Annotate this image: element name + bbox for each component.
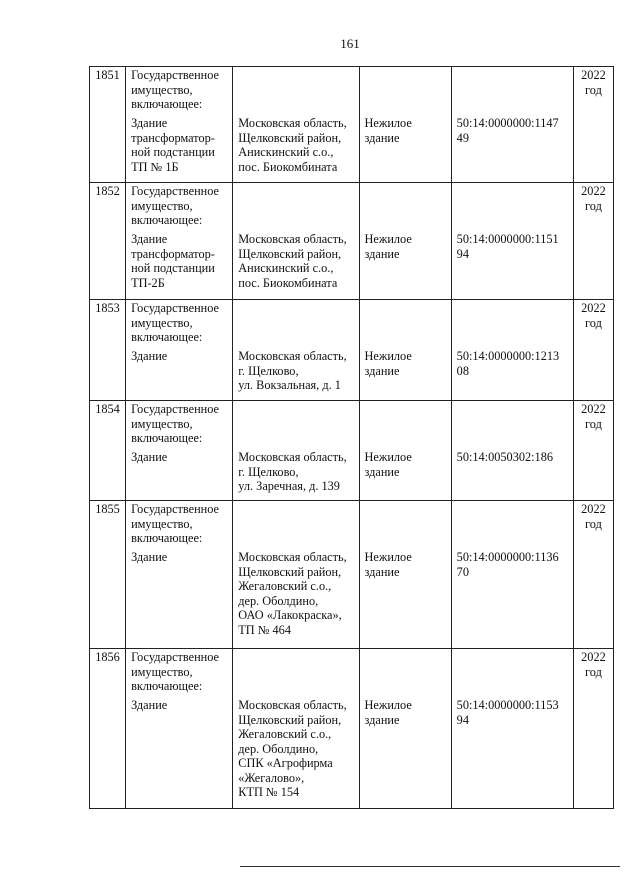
object-name xyxy=(131,550,228,565)
address-line: Щелковский район, xyxy=(238,246,342,261)
type-line: здание xyxy=(364,712,400,727)
group-heading-line: включающее: xyxy=(131,97,203,111)
object-name xyxy=(131,349,228,364)
object-name-line: Здание xyxy=(131,450,168,464)
group-heading-line: Государственное xyxy=(131,301,220,315)
property-table xyxy=(89,66,614,809)
group-heading xyxy=(131,402,228,450)
object-name-line: Здание xyxy=(131,698,168,712)
cadastral-line: 50:14:0000000:1147 xyxy=(456,116,559,130)
bottom-rule xyxy=(240,866,620,867)
address-line: Жегаловский с.о., xyxy=(238,579,332,593)
group-heading-line: имущество, xyxy=(131,82,193,97)
object-name-cell xyxy=(126,183,233,300)
type-line: здание xyxy=(364,363,400,378)
year-cell xyxy=(573,183,613,300)
cadastral-number-cell xyxy=(451,501,573,649)
address-line: Щелковский район, xyxy=(238,712,342,727)
object-name-line: ной подстанции xyxy=(131,145,215,159)
object-name-line: трансформатор- xyxy=(131,130,215,145)
address-line: Московская область, xyxy=(238,698,347,712)
object-name-line: ТП-2Б xyxy=(131,275,165,290)
year-line: год xyxy=(585,82,602,97)
object-name-line: Здание xyxy=(131,550,168,564)
cadastral-line: 50:14:0000000:1151 xyxy=(456,232,559,246)
year-line: 2022 xyxy=(581,650,606,664)
object-name-cell xyxy=(126,401,233,501)
cadastral-line: 50:14:0000000:1213 xyxy=(456,349,560,363)
cadastral-line: 50:14:0000000:1153 xyxy=(456,698,559,712)
group-heading xyxy=(131,184,228,232)
cadastral-line: 94 xyxy=(456,246,469,261)
purpose-cell xyxy=(359,649,451,809)
cadastral-line: 94 xyxy=(456,712,469,727)
row-number: 1856 xyxy=(90,649,126,809)
type-line: Нежилое xyxy=(364,232,412,246)
group-heading-line: включающее: xyxy=(131,531,203,545)
year-cell xyxy=(573,401,613,501)
row-number: 1855 xyxy=(90,501,126,649)
type-line: здание xyxy=(364,130,400,145)
group-heading-line: имущество, xyxy=(131,664,193,679)
object-name-line: ТП № 1Б xyxy=(131,159,179,174)
purpose-cell xyxy=(359,401,451,501)
group-heading xyxy=(131,650,228,698)
group-heading-line: имущество, xyxy=(131,516,193,531)
address-line: пос. Биокомбината xyxy=(238,159,338,174)
address-cell xyxy=(233,401,359,501)
year-line: 2022 xyxy=(581,402,606,416)
year-line: 2022 xyxy=(581,502,606,516)
cadastral-number-cell xyxy=(451,401,573,501)
group-heading-line: Государственное xyxy=(131,184,220,198)
cadastral-line: 08 xyxy=(456,363,469,378)
row-number: 1853 xyxy=(90,300,126,401)
table-row xyxy=(90,300,614,401)
object-name xyxy=(131,232,228,290)
group-heading xyxy=(131,502,228,550)
address-line: г. Щелково, xyxy=(238,464,299,479)
address-line: Щелковский район, xyxy=(238,564,342,579)
type-line: здание xyxy=(364,564,400,579)
type-line: Нежилое xyxy=(364,349,412,363)
year-cell xyxy=(573,501,613,649)
cadastral-line: 49 xyxy=(456,130,469,145)
table-row xyxy=(90,67,614,183)
page-number: 161 xyxy=(340,36,360,51)
address-cell xyxy=(233,183,359,300)
year-line: 2022 xyxy=(581,68,606,82)
row-number: 1851 xyxy=(90,67,126,183)
cadastral-line: 70 xyxy=(456,564,469,579)
address-line: Московская область, xyxy=(238,349,347,363)
cadastral-line: 50:14:0000000:1136 xyxy=(456,550,559,564)
year-line: 2022 xyxy=(581,184,606,198)
address-line: Анискинский с.о., xyxy=(238,261,334,275)
address-line: г. Щелково, xyxy=(238,363,299,378)
purpose-cell xyxy=(359,501,451,649)
year-line: год xyxy=(585,315,602,330)
cadastral-number-cell xyxy=(451,67,573,183)
purpose-cell xyxy=(359,67,451,183)
address-line: СПК «Агрофирма xyxy=(238,756,333,770)
address-cell xyxy=(233,67,359,183)
address-line: КТП № 154 xyxy=(238,785,300,799)
address-line: Московская область, xyxy=(238,550,347,564)
cadastral-line: 50:14:0050302:186 xyxy=(456,450,553,464)
year-line: год xyxy=(585,198,602,213)
year-cell xyxy=(573,67,613,183)
address-line: «Жегалово», xyxy=(238,770,305,785)
object-name-line: Здание xyxy=(131,232,168,246)
type-line: Нежилое xyxy=(364,550,412,564)
address-cell xyxy=(233,501,359,649)
object-name xyxy=(131,450,228,465)
year-cell xyxy=(573,649,613,809)
type-line: Нежилое xyxy=(364,698,412,712)
table-row xyxy=(90,649,614,809)
year-cell xyxy=(573,300,613,401)
address-line: Жегаловский с.о., xyxy=(238,727,332,741)
object-name-cell xyxy=(126,501,233,649)
table-row xyxy=(90,401,614,501)
address-line: ул. Заречная, д. 139 xyxy=(238,479,340,493)
address-cell xyxy=(233,649,359,809)
object-name-line: трансформатор- xyxy=(131,246,215,261)
address-line: Анискинский с.о., xyxy=(238,145,334,159)
address-line: дер. Оболдино, xyxy=(238,741,319,756)
group-heading-line: имущество, xyxy=(131,315,193,330)
type-line: здание xyxy=(364,464,400,479)
object-name-line: ной подстанции xyxy=(131,261,215,275)
year-line: год xyxy=(585,516,602,531)
address-line: пос. Биокомбината xyxy=(238,275,338,290)
group-heading-line: включающее: xyxy=(131,679,203,693)
group-heading xyxy=(131,301,228,349)
year-line: год xyxy=(585,416,602,431)
group-heading xyxy=(131,68,228,116)
address-line: ул. Вокзальная, д. 1 xyxy=(238,378,341,392)
group-heading-line: включающее: xyxy=(131,431,203,445)
type-line: Нежилое xyxy=(364,450,412,464)
purpose-cell xyxy=(359,183,451,300)
row-number: 1854 xyxy=(90,401,126,501)
address-line: Московская область, xyxy=(238,116,347,130)
table-row xyxy=(90,183,614,300)
address-cell xyxy=(233,300,359,401)
row-number: 1852 xyxy=(90,183,126,300)
year-line: год xyxy=(585,664,602,679)
type-line: Нежилое xyxy=(364,116,412,130)
year-line: 2022 xyxy=(581,301,606,315)
object-name-line: Здание xyxy=(131,349,168,363)
group-heading-line: Государственное xyxy=(131,68,220,82)
object-name-cell xyxy=(126,300,233,401)
group-heading-line: Государственное xyxy=(131,650,220,664)
cadastral-number-cell xyxy=(451,649,573,809)
purpose-cell xyxy=(359,300,451,401)
group-heading-line: имущество, xyxy=(131,416,193,431)
group-heading-line: Государственное xyxy=(131,402,220,416)
object-name xyxy=(131,116,228,174)
address-line: Московская область, xyxy=(238,450,347,464)
object-name-cell xyxy=(126,649,233,809)
group-heading-line: имущество, xyxy=(131,198,193,213)
address-line: Щелковский район, xyxy=(238,130,342,145)
object-name-line: Здание xyxy=(131,116,168,130)
group-heading-line: включающее: xyxy=(131,330,203,344)
table-row xyxy=(90,501,614,649)
cadastral-number-cell xyxy=(451,183,573,300)
address-line: Московская область, xyxy=(238,232,347,246)
address-line: ТП № 464 xyxy=(238,622,291,637)
cadastral-number-cell xyxy=(451,300,573,401)
address-line: ОАО «Лакокраска», xyxy=(238,608,342,622)
type-line: здание xyxy=(364,246,400,261)
object-name-cell xyxy=(126,67,233,183)
group-heading-line: включающее: xyxy=(131,213,203,227)
group-heading-line: Государственное xyxy=(131,502,220,516)
object-name xyxy=(131,698,228,713)
address-line: дер. Оболдино, xyxy=(238,593,319,608)
